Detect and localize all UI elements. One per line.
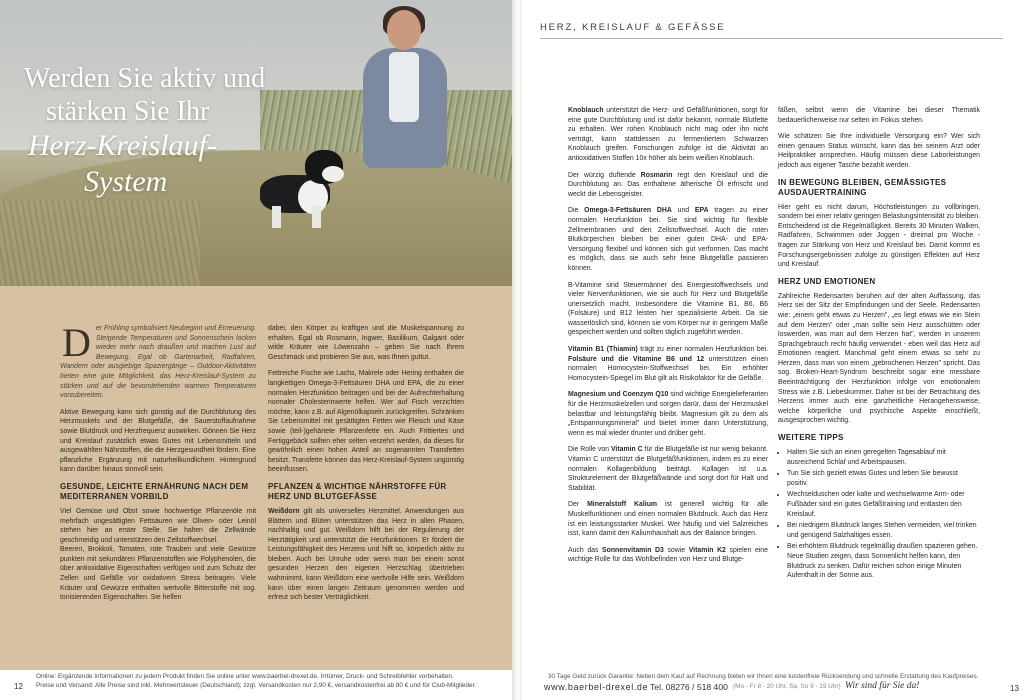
section-heading: PFLANZEN & WICHTIGE NÄHRSTOFFE FÜR HERZ UND BLUTGEFÄSSE [268,481,447,501]
body-paragraph: Wie schätzen Sie Ihre individuelle Versorgung ein? Wer sich einen genauen Status wünscht, kann das bei seinem Arzt oder Heilpraktiker ansprechen. Häufig müssen diese Laborleistungen jedoch aus eigener Tasche bezahlt werden. [778,133,980,169]
list-item: • Bei niedrigem Blutdruck langes Stehen vermeiden, viel trinken und genügend Salzhaltiges essen. [787,521,980,540]
tips-list [778,448,980,581]
right-column-2 [778,106,980,583]
body-paragraph: Die Rolle von Vitamin C für die Blutgefäße ist nur wenig bekannt. Vitamin C unterstützt die Blutgefäßfunktionen, indem es zu einer normalen Kollagenbildung beiträgt. Kollagen ist u.a. Strukturelement der Blutgefäßwände und sorgt dort für Halt und Stabilität. [568,446,768,492]
footer-hours: (Mo - Fr 8 - 20 Uhr, Sa, So 9 - 19 Uhr) [733,683,841,690]
page-number: 13 [1010,684,1019,693]
left-page [0,0,516,700]
section-heading: GESUNDE, LEICHTE ERNÄHRUNG NACH DEM MEDITERRANEN VORBILD [60,481,249,501]
footer-phone: Tel. 08276 / 518 400 [650,682,728,692]
section-heading: HERZ UND EMOTIONEN [778,276,876,286]
body-paragraph: Vitamin B1 (Thiamin) trägt zu einer normalen Herzfunktion bei. Folsäure und die Vitamine B6 und 12 unterstützen einen normalen Homocystein-Stoffwechsel bei. Ein erhöhter Homocystein-Spiegel im Blut gilt als Risikofaktor für die Gefäße. [568,346,768,382]
footer-website-link[interactable]: www.baerbel-drexel.de [544,682,649,692]
headline-line-1: Werden Sie aktiv und [24,63,266,94]
dropcap: D [62,320,91,365]
headline-line-2: stärken Sie Ihr [46,96,210,127]
hero-photo [0,0,516,286]
left-footer [0,670,516,700]
body-paragraph: Der Mineralstoff Kalium ist generell wichtig für alle Muskelfunktionen und einen normalen Blutdruck. Auch das Herz ist ein leistungsstarker Muskel. Wer häufig und viel Salzreiches isst, kann damit den Kaliumhaushalt aus der Balance bringen. [568,501,768,538]
body-paragraph: Hier geht es nicht darum, Höchstleistungen zu vollbringen, sondern bei einer relativ geringen Belastungsintensität zu bleiben. Entscheidend ist die Regelmäßigkeit. Bereits 30 Minuten Walken, Radfahren, Schwimmen oder Joggen - dreimal pro Woche - tragen zur Stärkung von Herz und Kreislauf bei. Damit kommt es Forschungsergebnissen zufolge zu günstigen Effekten auf Herz und Kreislauf. [778,203,980,269]
page-number: 12 [14,682,23,691]
section-heading: WEITERE TIPPS [778,433,844,443]
body-paragraph: Auch das Sonnenvitamin D3 sowie Vitamin K2 spielen eine wichtige Rolle für das Wohlbefinden von Herz und Blutge- [568,546,768,564]
section-heading: IN BEWEGUNG BLEIBEN, GEMÄSSIGTES AUSDAUERTRAINING [778,177,947,197]
page-gutter [512,0,522,700]
section-header: HERZ, KREISLAUF & GEFÄSSE [540,22,726,33]
body-paragraph: Die Omega-3-Fettsäuren DHA und EPA tragen zu einer normalen Herzfunktion bei. Sie sind wichtig für flexible Zellmembranen und den Zellstoffwechsel. Auch die roten Blutkörperchen bleiben bei einer guten DHA- und EPA-Versorgung flexibel und können sich gut verformen. Das macht es möglich, dass sie auch sehr feine Blutgefäße passieren können. [568,207,768,272]
running-woman-figure [355,10,450,210]
body-paragraph: Der würzig duftende Rosmarin regt den Kreislauf und die Durchblutung an. Das enthaltene ätherische Öl erfrischt und weckt die Lebensgeister. [568,171,768,198]
body-paragraph: Beeren, Brokkoli, Tomaten, rote Trauben und viele Gewürze punkten mit sekundären Pflanzenstoffen wie Polyphenolen, die über antioxidative Eigenschaften verfügen und zum Schutz der Zellen und Gefäße vor oxidativem Stress beitragen. Viele Kräuter und Gewürze enthalten wertvolle Bitterstoffe mit sog. tonisierenden Eigenschaften. Sie helfen [60,546,256,602]
left-column-2 [268,324,464,610]
left-column-1 [60,320,256,610]
right-column-1 [568,106,768,572]
intro-paragraph: Der Frühling symbolisiert Neubeginn und Erneuerung. Steigende Temperaturen und Sonnenschein locken wieder mehr nach draußen und machen Lust auf Bewegung. Egal ob Gartenarbeit, Radfahren, Wandern oder ausgiebige Spaziergänge – Outdoor-Aktivitäten bieten eine gute Möglichkeit, das Herz-Kreislauf-System zu stärken und auf die bevorstehenden warmen Temperaturen vorzubereiten. [60,320,256,400]
footer-info: Online: Ergänzende Informationen zu jedem Produkt finden Sie online unter www.baerbel-drexel.de. Irrtümer, Druck- und Schreibfehler vorbehalten. Preise und Versand: Alle Preise sind inkl. Mehrwertsteuer (Deutschland); zzgl. Versandkosten nur 2,90 €, versandkostenfrei ab 80 € und für Club-Mitglieder. [36,673,477,689]
list-item: • Tun Sie sich gezielt etwas Gutes und leben Sie bewusst positiv. [787,469,980,488]
list-item: • Wechselduschen oder kalte und wechselwarme Arm- oder Fußbäder sind ein gutes Gefäßtraining und entlasten den Kreislauf. [787,490,980,519]
body-paragraph: dabei, den Körper zu kräftigen und die Muskelspannung zu erhalten. Egal ob Rosmarin, Ingwer, Basilikum, Galgant oder wilde Kräuter wie Löwenzahn – geben Sie nach Ihrem Geschmack und probieren Sie aus, was Ihnen guttut. [268,325,464,361]
dune-grass-left [0,200,200,286]
body-paragraph: Viel Gemüse und Obst sowie hochwertige Pflanzenöle mit mehrfach ungesättigten Fettsäuren wie Oliven- oder Leinöl stehen hier an erster Stelle. Sie halten die Zellwände geschmeidig und unterstützen den Zellstoffwechsel. [60,507,256,544]
hero-headline [24,62,324,200]
body-paragraph: Magnesium und Coenzym Q10 sind wichtige Energielieferanten für die Herzmuskelzellen und sorgen darür, dass der Herzmuskel belastbar und leistungsfähig bleibt. Magnesium gilt zu dem als „Entspannungsmineral" und bietet immer dann Unterstützung, wenn es mal wieder drunter und drüber geht. [568,391,768,437]
headline-line-3: Herz-Kreislauf- [28,129,217,162]
body-paragraph: Zahlreiche Redensarten beruhen auf der alten Auffassung, das Herz sei der Sitz der Empfindungen und der Seele. Redensarten wie: „einem geht etwas zu Herzen", „es liegt etwas wie ein Stein auf dem Herzen" oder „man sollte sein Herz ausschütten oder loswerden, was man auf dem Herzen hat", werden in unserem Sprachgebrauch recht häufig verwendet - eben weil das Herz auf Emotionen reagiert. Manchmal geht einem etwas so sehr zu Herzen, dass man von einem „gebrochenen Herzen" spricht. Das sog. Broken-Heart-Syndrom beschreibt sogar eine messbare Beeinträchtigung der Herzfunktion infolge von emotionalem Stress wie z.B. Liebeskummer. Daher ist bei der Betrachtung des Herzens immer auch eine ganzheitliche Herangehensweise, welche körperliche und psychische Aspekte einschließt, ausgesprochen wichtig. [778,292,980,425]
body-paragraph: Aktive Bewegung kann sich günstig auf die Durchblutung des Herzmuskels und der Blutgefäße, die Sauerstoffaufnahme sowie Blutdruck und Herzfrequenz auswirken. Gönnen Sie Herz und Kreislauf zusätzlich etwas Gutes mit Lebensmitteln und ausgewählten Nährstoffen, die die Herzgesundheit fördern. Eine pflanzliche Ergänzung mit naturheilkundlichem Hintergrund kann darüber hinaus sinnvoll sein. [60,408,256,474]
body-paragraph: Knoblauch unterstützt die Herz- und Gefäßfunktionen, sorgt für eine gute Durchblutung und ist dafür bekannt, normale Blutfette zu erhalten. Wer rohen Knoblauch nicht mag oder ihn nicht verträgt, kann stattdessen zu fermentiertem Schwarzen Knoblauch greifen. Forschungen zufolge ist die Aktivität an antioxidativen Stoffen 10x höher als beim weißen Knoblauch. [568,107,768,162]
list-item: • Halten Sie sich an einen geregelten Tagesablauf mit ausreichend Schlaf und Arbeitspausen. [787,448,980,467]
body-paragraph: Weißdorn gilt als universelles Herzmittel. Anwendungen aus Blättern und Blüten unterstützen das Herz in allen Phasen, nachhaltig und gut. Weißdorn hilft bei der Regulierung der Herztätigkeit und unterstützt die Herzfunktionen. Er fördert die Leistungsfähigkeit des Herzens und hilft so, körperlich aktiv zu bleiben. Auch bei Unruhe oder wenn man bei einem sonst gesunden Herzen den eigenen Herzschlag übertrieben wahrnimmt, kann Weißdorn eine wertvolle Hilfe sein. Weißdorn kann über einen langen Zeitraum genommen werden und erfreut sich bester Verträglichkeit. [268,507,464,602]
body-paragraph: Fettreiche Fische wie Lachs, Makrele oder Hering enthalten die langkettigen Omega-3-Fettsäuren DHA und EPA, die zu einer normalen Herzfunktion beitragen und bei der Aufrechterhaltung normaler Cholesterinwerte helfen. Wer auf Fisch verzichten möchte, kann z.B. auf Algenölkapseln zurückgreifen. Schränken Sie Lebensmittel mit gesättigten Fetten wie Fleisch und Käse sowie (teil-)gehärtete Pflanzenfette ein. Auch Frittiertes und Fertiggebäck sollten eher selten verzehrt werden, da dieses für gewöhnlich einen hohen Anteil an sogenannten Transfetten besitzt. Transfette können das Herz-Kreislauf-System ungünstig beeinflussen. [268,370,464,474]
body-paragraph: fäßen, selbst wenn die Vitamine bei dieser Thematik bedauerlicherweise nur selten im Fokus stehen. [778,107,980,124]
body-paragraph: B-Vitamine sind Steuermänner des Energiestoffwechsels und vieler Nervenfunktionen, wie sie auch für Herz und Blutgefäße unersetzlich macht. Insbesondere die Vitamine B1, B6, B6 (Folsäure) und B12 leisten hier spezialisierte Arbeit. Da sie wasserlöslich sind, können sie vom Körper nur in geringem Maße gespeichert werden und sollten täglich zugeführt werden. [568,281,768,337]
header-rule [540,38,1003,39]
headline-line-4: System [84,165,168,198]
guarantee-note: 30 Tage Geld zurück Garantie: Neben dem Kauf auf Rechnung bieten wir Ihnen eine kostenfreie Rücksendung und schnelle Erstattung des Kaufpreises. [548,673,979,680]
list-item: • Bei erhöhtem Blutdruck regelmäßig draußen spazieren gehen. Neue Studien zeigen, dass Sonnenlicht helfen kann, den Blutdruck zu senken. Dafür reichen schon einige Minuten Aufenthalt in der Sonne aus. [787,542,980,580]
footer-tagline: Wir sind für Sie da! [845,681,920,691]
